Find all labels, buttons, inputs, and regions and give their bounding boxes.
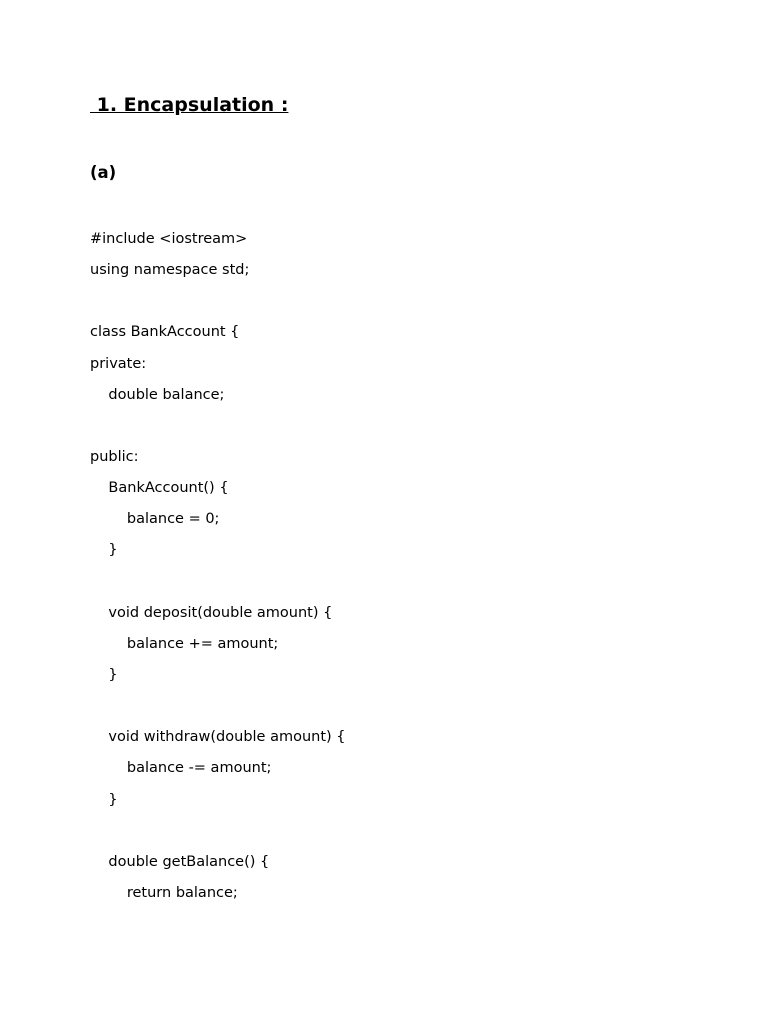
code-line: balance += amount; (90, 635, 279, 652)
code-line: using namespace std; (90, 262, 250, 279)
section-heading: 1. Encapsulation : (90, 94, 289, 116)
code-line: double balance; (90, 386, 225, 403)
code-line: balance = 0; (90, 511, 220, 528)
subsection-label: (a) (90, 163, 117, 182)
code-line: #include <iostream> (90, 231, 248, 247)
code-line: void withdraw(double amount) { (90, 729, 346, 746)
code-line (90, 691, 346, 722)
code-line: class BankAccount { (90, 324, 240, 341)
code-line: } (90, 542, 118, 559)
code-line: void deposit(double amount) { (90, 604, 333, 621)
code-block (90, 224, 346, 909)
code-line (90, 411, 346, 442)
code-line (90, 286, 346, 317)
code-line: } (90, 791, 118, 808)
code-line: BankAccount() { (90, 480, 229, 497)
code-line: } (90, 666, 118, 683)
code-line: double getBalance() { (90, 853, 270, 870)
code-line: private: (90, 355, 147, 372)
code-line: return balance; (90, 884, 238, 901)
code-line: balance -= amount; (90, 760, 272, 777)
code-line: public: (90, 448, 139, 465)
code-line (90, 567, 346, 598)
code-line (90, 816, 346, 847)
